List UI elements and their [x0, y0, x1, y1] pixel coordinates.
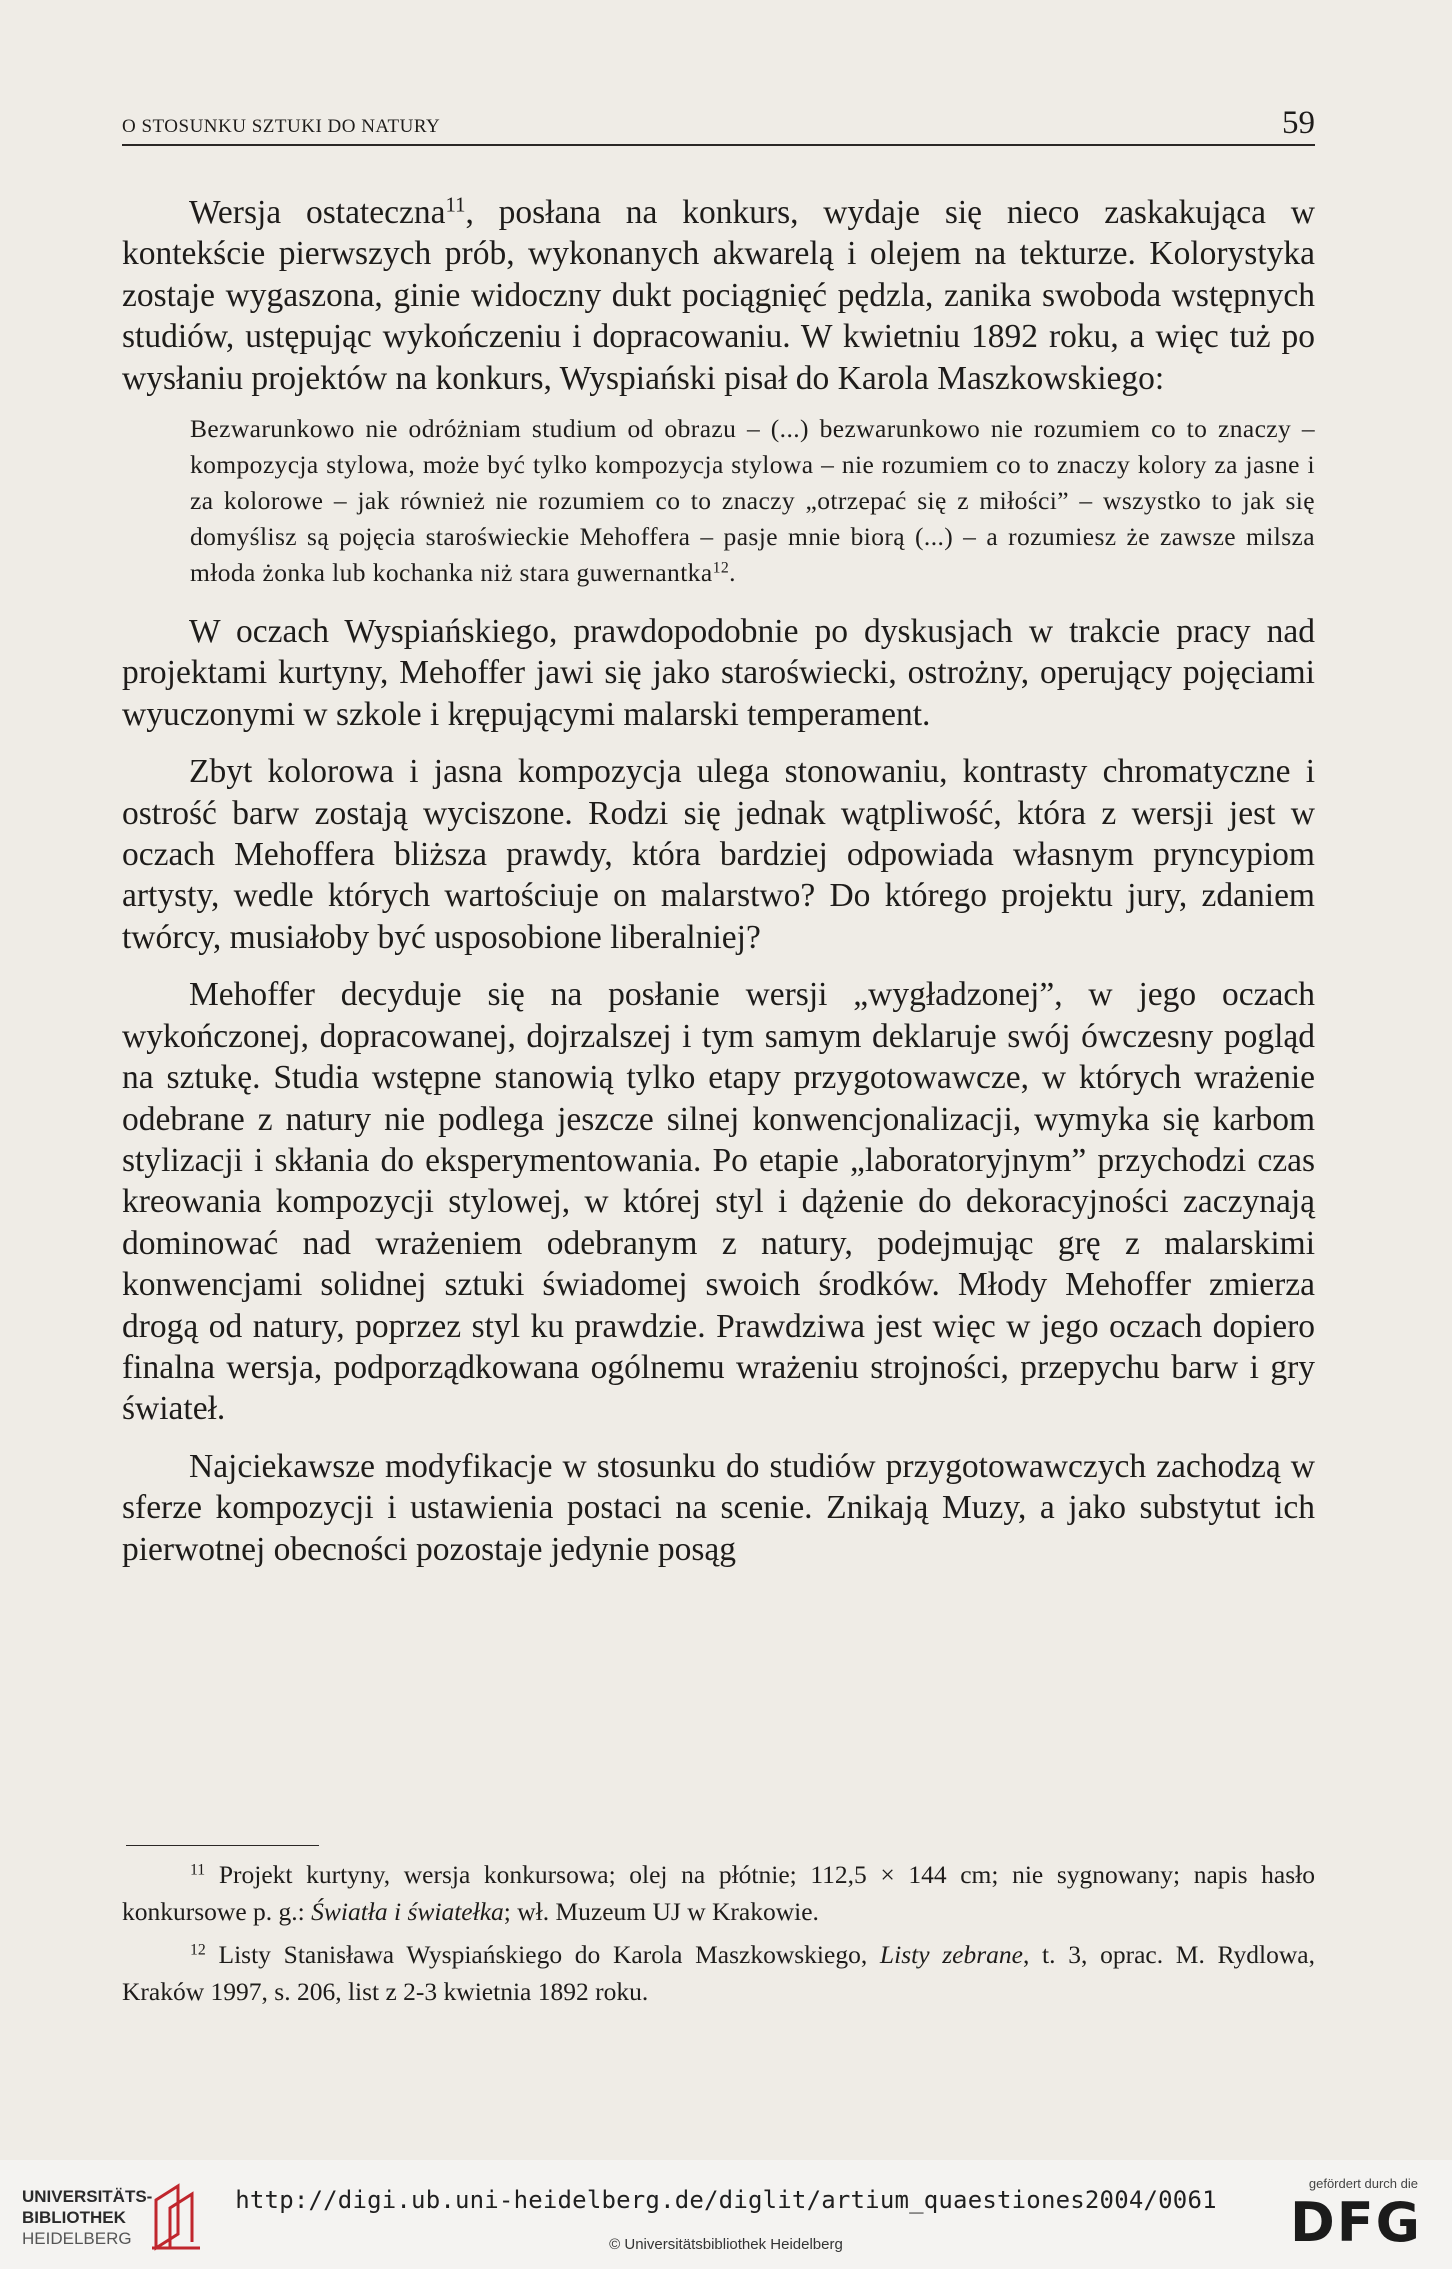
footnote-ref-11[interactable]: 11: [445, 193, 466, 217]
footnote-12: $^{12}$ Listy Stanisława Wyspiańskiego do Karola Maszkowskiego, Listy zebrane, t. 3, oprac. M. Rydlowa, Kraków 1997, s. 206, list z 2-3 kwietnia 1892 roku.: [122, 1940, 1315, 2006]
paragraph-1: Wersja ostateczna$^{11}$, posłana na konkurs, wydaje się nieco zaskakująca w kontekście pierwszych prób, wykonanych akwarelą i olejem na tekturze. Kolorystyka zostaje wygaszona, ginie widoczny dukt pociągnięć pędzla, zanika swoboda wstępnych studiów, ustępując wykończeniu i dopracowaniu. W kwietniu 1892 roku, a więc tuż po wysłaniu projektów na konkurs, Wyspiański pisał do Karola Maszkowskiego:: [122, 193, 1315, 397]
dfg-logo: DFG: [1289, 2191, 1422, 2254]
page-number: 59: [1282, 105, 1315, 141]
source-url[interactable]: http://digi.ub.uni-heidelberg.de/diglit/artium_quaestiones2004/0061: [235, 2186, 1217, 2214]
body-text: [122, 192, 1315, 1570]
footnote-11: $^{11}$ Projekt kurtyny, wersja konkursowa; olej na płótnie; 112,5 × 144 cm; nie sygnowany; napis hasło konkursowe p. g.: Światła i światełka; wł. Muzeum UJ w Krakowie.: [122, 1860, 1315, 1926]
paragraph-5: Najciekawsze modyfikacje w stosunku do studiów przygotowawczych zachodzą w sferze kompozycji i ustawienia postaci na scenie. Znikają Muzy, a jako substytut ich pierwotnej obecności pozostaje jedynie posąg: [122, 1447, 1315, 1568]
paragraph-3: Zbyt kolorowa i jasna kompozycja ulega stonowaniu, kontrasty chromatyczne i ostrość barw zostają wyciszone. Rodzi się jednak wątpliwość, która z wersji jest w oczach Mehoffera bliższa prawdy, która bardziej odpowiada własnym pryncypiom artysty, wedle których wartościuje on malarstwo? Do którego projektu jury, zdaniem twórcy, musiałoby być usposobione liberalniej?: [122, 753, 1315, 956]
running-title: O STOSUNKU SZTUKI DO NATURY: [122, 116, 441, 137]
copyright-notice: © Universitätsbibliothek Heidelberg: [609, 2236, 843, 2253]
digitization-footer: [0, 2160, 1452, 2269]
footnotes: [122, 1856, 1315, 2016]
footnote-divider: [126, 1845, 319, 1846]
library-name: UNIVERSITÄTS- BIBLIOTHEK HEIDELBERG: [22, 2187, 153, 2248]
block-quote: Bezwarunkowo nie odróżniam studium od obrazu – (...) bezwarunkowo nie rozumiem co to znaczy – kompozycja stylowa, może być tylko kompozycja stylowa – nie rozumiem co to znaczy kolory za jasne i za kolorowe – jak również nie rozumiem co to znaczy „otrzepać się z miłości” – wszystko to jak się domyślisz są pojęcia staroświeckie Mehoffera – pasje mnie biorą (...) – a rozumiesz że zawsze milsza młoda żonka lub kochanka niż stara guwernantka$^{12}$.: [190, 414, 1315, 588]
paragraph-2: W oczach Wyspiańskiego, prawdopodobnie po dyskusjach w trakcie pracy nad projektami kurtyny, Mehoffer jawi się jako staroświecki, ostrożny, operujący pojęciami wyuczonymi w szkole i krępującymi malarski temperament.: [122, 613, 1315, 733]
paragraph-4: Mehoffer decyduje się na posłanie wersji „wygładzonej”, w jego oczach wykończonej, dopracowanej, dojrzalszej i tym samym deklaruje swój ówczesny pogląd na sztukę. Studia wstępne stanowią tylko etapy przygotowawcze, w których wrażenie odebrane z natury nie podlega jeszcze silnej konwencjonalizacji, wymyka się karbom stylizacji i skłania do eksperymentowania. Po etapie „laboratoryjnym” przychodzi czas kreowania kompozycji stylowej, w której styl i dążenie do dekoracyjności zaczynają dominować nad wrażeniem odebranym z natury, podejmując grę z malarskimi konwencjami solidnej sztuki świadomej swoich środków. Młody Mehoffer zmierza drogą od natury, poprzez styl ku prawdzie. Prawdziwa jest więc w jego oczach dopiero finalna wersja, podporządkowana ogólnemu wrażeniu strojności, przepychu barw i gry świateł.: [122, 976, 1315, 1428]
funding-note: gefördert durch die: [1308, 2176, 1418, 2191]
page-header: [122, 104, 1315, 146]
footnote-ref-12[interactable]: 12: [712, 559, 730, 577]
